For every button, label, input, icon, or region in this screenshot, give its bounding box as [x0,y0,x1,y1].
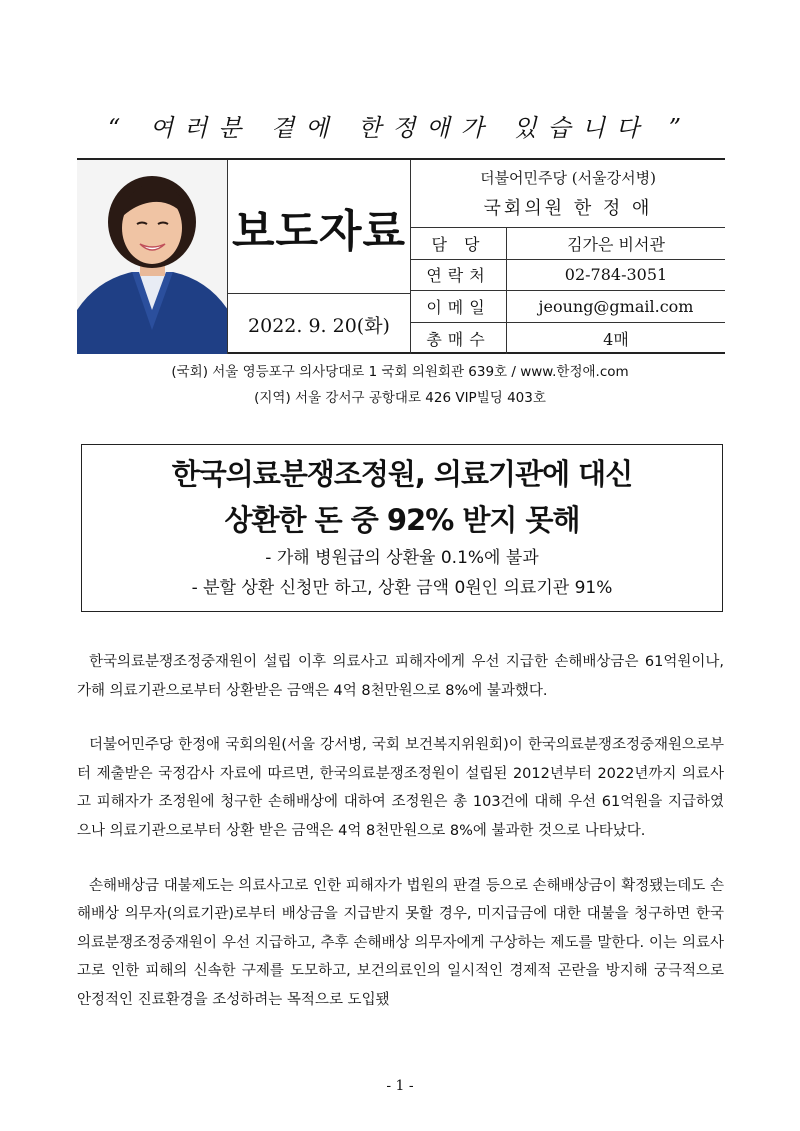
contact-label: 이메일 [411,291,507,322]
contact-label: 총매수 [411,323,507,355]
body-paragraph: 손해배상금 대불제도는 의료사고로 인한 피해자가 법원의 판결 등으로 손해배상금이 확정됐는데도 손해배상 의무자(의료기관)로부터 배상금을 지급받지 못할 경우, 미지급금에 대한 대불을 청구하면 한국의료분쟁조정중재원이 우선 지급하고, 추후 손해배상 의무자에게 구상하는 제도를 말한다. 이는 의료사고로 인한 피해의 신속한 구제를 도모하고, 보건의료인의 일시적인 경제적 곤란을 방지해 궁극적으로 안정적인 진료환경을 조성하려는 목적으로 도입됐 [77,877,724,1008]
slogan: “ 여러분 곁에 한정애가 있습니다 ” [107,114,693,142]
body-paragraph: 더불어민주당 한정애 국회의원(서울 강서병, 국회 보건복지위원회)이 한국의료분쟁조정중재원으로부터 제출받은 국정감사 자료에 따르면, 한국의료분쟁조정원이 설립된 2012년부터 2022년까지 의료사고 피해자가 조정원에 청구한 손해배상에 대하여 조정원은 총 103건에 대해 우선 61억원을 지급하였으나 의료기관으로부터 상환 받은 금액은 4억 8천만원으로 8%에 불과한 것으로 나타났다. [77,737,724,839]
headline-box [81,444,723,612]
release-date: 2022. 9. 20(화) [228,294,411,354]
contact-row-phone [411,260,725,292]
member-name: 국회의원 한 정 애 [483,198,653,219]
headline-line-1: 한국의료분쟁조정원, 의료기관에 대신 [171,457,633,491]
contact-value: 02-784-3051 [564,265,668,285]
press-title-cell [228,160,411,294]
contact-label: 연락처 [411,260,507,291]
contact-label: 담 당 [411,228,507,259]
portrait-image [77,160,228,354]
subheadline-2: - 분할 상환 신청만 하고, 상환 금액 0원인 의료기관 91% [191,578,613,598]
member-info-cell [411,160,725,228]
headline-line-2: 상환한 돈 중 92% 받지 못해 [224,503,580,537]
press-title: 보도자료 [231,205,406,257]
party-name: 더불어민주당 (서울강서병) [480,169,656,187]
press-header [77,158,725,354]
page-number: - 1 - [386,1078,414,1094]
contact-value: 4매 [603,329,629,349]
address-assembly: (국회) 서울 영등포구 의사당대로 1 국회 의원회관 639호 / www.한정애.com [171,364,629,380]
contact-row-email [411,291,725,323]
article-body [77,648,724,1041]
contact-row-pages [411,323,725,355]
body-paragraph: 한국의료분쟁조정중재원이 설립 이후 의료사고 피해자에게 우선 지급한 손해배상금은 61억원이나, 가해 의료기관으로부터 상환받은 금액은 4억 8천만원으로 8%에 불과했다. [77,654,724,699]
contact-value: 김가은 비서관 [567,234,665,254]
member-photo [77,160,228,354]
contact-value: jeoung@gmail.com [538,296,694,316]
contact-row-staff [411,228,725,260]
subheadline-1: - 가해 병원급의 상환율 0.1%에 불과 [265,548,539,568]
address-local: (지역) 서울 강서구 공항대로 426 VIP빌딩 403호 [254,390,546,406]
